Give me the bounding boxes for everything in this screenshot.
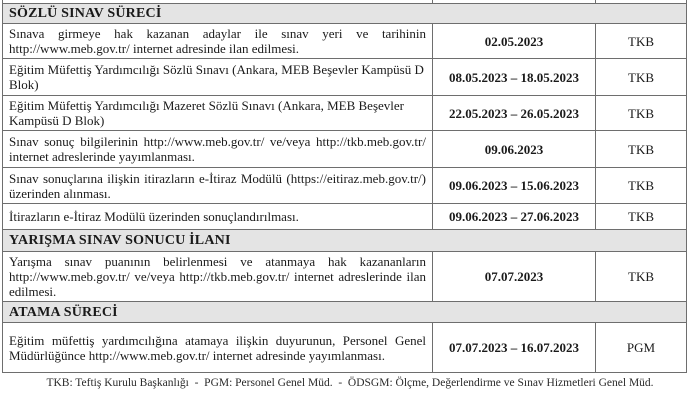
- row-description: Sınav sonuç bilgilerinin http://www.meb.gov.tr/ ve/veya http://tkb.meb.gov.tr/ internet adreslerinde yayımlanması.: [3, 131, 433, 168]
- row-unit: TKB: [596, 204, 687, 230]
- table-row: [3, 323, 687, 373]
- section-title: YARIŞMA SINAV SONUCU İLANI: [3, 230, 687, 252]
- table-row: [3, 96, 687, 131]
- row-date: 09.06.2023: [433, 131, 596, 168]
- row-unit: PGM: [596, 323, 687, 373]
- row-date: 09.06.2023 – 27.06.2023: [433, 204, 596, 230]
- table-row: [3, 24, 687, 59]
- table-row: [3, 204, 687, 230]
- row-description: Eğitim Müfettiş Yardımcılığı Mazeret Sözlü Sınavı (Ankara, MEB Beşevler Kampüsü D Blok): [3, 96, 433, 131]
- section-title: SÖZLÜ SINAV SÜRECİ: [3, 4, 687, 24]
- row-unit: TKB: [596, 168, 687, 204]
- table-row: [3, 168, 687, 204]
- section-header: [3, 4, 687, 24]
- row-date: 07.07.2023: [433, 252, 596, 302]
- row-date: 02.05.2023: [433, 24, 596, 59]
- row-unit: TKB: [596, 96, 687, 131]
- row-unit: TKB: [596, 252, 687, 302]
- abbreviations-footer: TKB: Teftiş Kurulu Başkanlığı - PGM: Personel Genel Müd. - ÖDSGM: Ölçme, Değerlendirme ve Sınav Hizmetleri Genel Müd.: [46, 377, 654, 389]
- row-date: 22.05.2023 – 26.05.2023: [433, 96, 596, 131]
- row-date: 08.05.2023 – 18.05.2023: [433, 59, 596, 96]
- row-description: Eğitim Müfettiş Yardımcılığı Sözlü Sınavı (Ankara, MEB Beşevler Kampüsü D Blok): [3, 59, 433, 96]
- table-row: [3, 59, 687, 96]
- section-header: [3, 302, 687, 323]
- row-description: Sınav sonuçlarına ilişkin itirazların e-İtiraz Modülü (https://eitiraz.meb.gov.tr/) üzerinden alınması.: [3, 168, 433, 204]
- section-header: [3, 230, 687, 252]
- row-description: İtirazların e-İtiraz Modülü üzerinden sonuçlandırılması.: [3, 204, 433, 230]
- row-description: Sınava girmeye hak kazanan adaylar ile sınav yeri ve tarihinin http://www.meb.gov.tr/ internet adresinde ilan edilmesi.: [3, 24, 433, 59]
- row-unit: TKB: [596, 131, 687, 168]
- exam-schedule-table: [2, 0, 687, 373]
- table-row: [3, 252, 687, 302]
- section-title: ATAMA SÜRECİ: [3, 302, 687, 323]
- row-date: 07.07.2023 – 16.07.2023: [433, 323, 596, 373]
- table-row: [3, 131, 687, 168]
- row-description: Eğitim müfettiş yardımcılığına atamaya ilişkin duyurunun, Personel Genel Müdürlüğünce http://www.meb.gov.tr/ internet adresinde yayımlanması.: [3, 323, 433, 373]
- row-description: Yarışma sınav puanının belirlenmesi ve atanmaya hak kazananların http://www.meb.gov.tr/ ve/veya http://tkb.meb.gov.tr/ internet adreslerinde ilan edilmesi.: [3, 252, 433, 302]
- row-unit: TKB: [596, 59, 687, 96]
- row-unit: TKB: [596, 24, 687, 59]
- row-date: 09.06.2023 – 15.06.2023: [433, 168, 596, 204]
